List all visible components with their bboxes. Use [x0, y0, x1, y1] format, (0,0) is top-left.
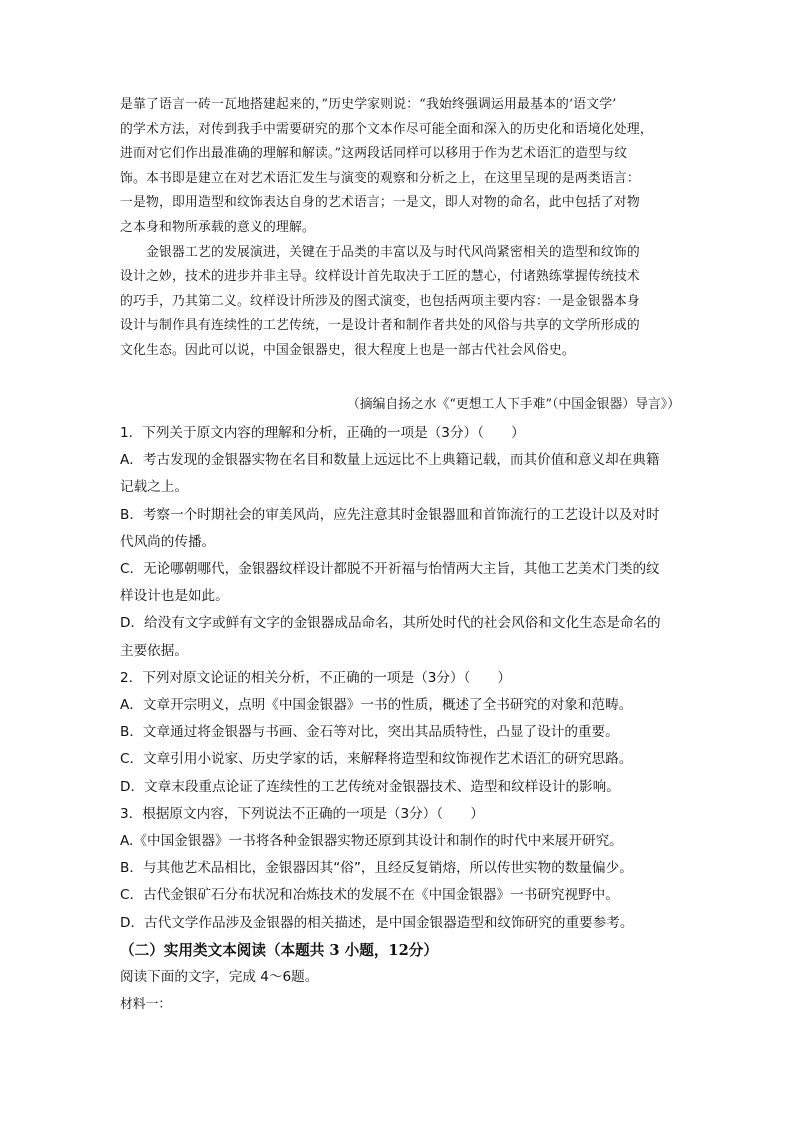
question-2-option-d: D．文章末段重点论证了连续性的工艺传统对金银器技术、造型和纹样设计的影响。: [120, 778, 620, 795]
material-label: 材料一：: [120, 997, 172, 1013]
question-3-option-a: A.《中国金银器》一书将各种金银器实物还原到其设计和制作的时代中来展开研究。: [120, 833, 623, 850]
question-1-option-d: 主要依据。: [120, 642, 188, 659]
question-1-option-d: D．给没有文字或鲜有文字的金银器成品命名，其所处时代的社会风俗和文化生态是命名的: [120, 615, 661, 632]
question-2-stem: 2．下列对原文论证的相关分析，不正确的一项是（3分）（ ）: [120, 669, 512, 686]
question-1-option-c: C．无论哪朝哪代，金银器纹样设计都脱不开祈福与怡情两大主旨，其他工艺美术门类的纹: [120, 561, 660, 578]
passage-line: 设计与制作具有连续性的工艺传统，一是设计者和制作者共处的风俗与共享的文学所形成的: [120, 318, 640, 334]
question-2-option-b: B．文章通过将金银器与书画、金石等对比，突出其品质特性，凸显了设计的重要。: [120, 724, 619, 741]
passage-line: 的巧手，乃其第二义。纹样设计所涉及的图式演变，也包括两项主要内容：一是金银器本身: [120, 293, 640, 309]
passage-line: 的学术方法，对传到我手中需要研究的那个文本作尽可能全面和深入的历史化和语境化处理，: [120, 121, 653, 137]
question-1-option-b: B．考察一个时期社会的审美风尚，应先注意其时金银器皿和首饰流行的工艺设计以及对时: [120, 506, 660, 523]
passage-line: 之本身和物所承载的意义的理解。: [120, 219, 315, 235]
question-3-option-d: D．古代文学作品涉及金银器的相关描述，是中国金银器造型和纹饰研究的重要参考。: [120, 914, 634, 931]
question-block: [120, 420, 690, 1018]
question-1-option-a: 记载之上。: [120, 479, 188, 496]
question-3-option-b: B．与其他艺术品相比，金银器因其“俗”，且经反复销熔，所以传世实物的数量偏少。: [120, 860, 633, 877]
passage-line: 金银器工艺的发展演进，关键在于品类的丰富以及与时代风尚紧密相关的造型和纹饰的: [146, 244, 640, 260]
reading-passage: [120, 93, 680, 364]
question-1-stem: 1．下列关于原文内容的理解和分析，正确的一项是（3分）（ ）: [120, 425, 525, 441]
passage-line: 是靠了语言一砖一瓦地搭建起来的，”历史学家则说：“我始终强调运用最基本的‘语文学’: [120, 97, 617, 112]
passage-line: 饰。本书即是建立在对艺术语汇发生与演变的观察和分析之上，在这里呈现的是两类语言：: [120, 170, 640, 186]
question-2-option-c: C．文章引用小说家、历史学家的话，来解释将造型和纹饰视作艺术语汇的研究思路。: [120, 751, 633, 768]
passage-line: 文化生态。因此可以说，中国金银器史，很大程度上也是一部古代社会风俗史。: [120, 342, 575, 358]
passage-line: 一是物，即用造型和纹饰表达自身的艺术语言；一是文，即人对物的命名，此中包括了对物: [120, 195, 640, 211]
section-heading: （二）实用类文本阅读（本题共 3 小题，12分）: [120, 941, 438, 959]
question-3-stem: 3．根据原文内容，下列说法不正确的一项是（3分）（ ）: [120, 805, 484, 822]
passage-source: （摘编自扬之水《“更想工人下手难”（中国金银器）导言》）: [346, 397, 680, 412]
question-1-option-c: 样设计也是如此。: [120, 588, 229, 605]
question-2-option-a: A．文章开宗明义，点明《中国金银器》一书的性质，概述了全书研究的对象和范畴。: [120, 697, 633, 714]
passage-line: 进而对它们作出最准确的理解和解读。”这两段话同样可以移用于作为艺术语汇的造型与纹: [120, 146, 628, 162]
section-instruction: 阅读下面的文字，完成 4～6题。: [120, 969, 319, 986]
passage-line: 设计之妙，技术的进步并非主导。纹样设计首先取决于工匠的慧心，付诸熟练掌握传统技术: [120, 269, 640, 285]
question-1-option-b: 代风尚的传播。: [120, 533, 216, 550]
question-1-option-a: A．考古发现的金银器实物在名目和数量上远远比不上典籍记载，而其价值和意义却在典籍: [120, 452, 660, 469]
question-3-option-c: C．古代金银矿石分布状况和冶炼技术的发展不在《中国金银器》一书研究视野中。: [120, 887, 619, 904]
